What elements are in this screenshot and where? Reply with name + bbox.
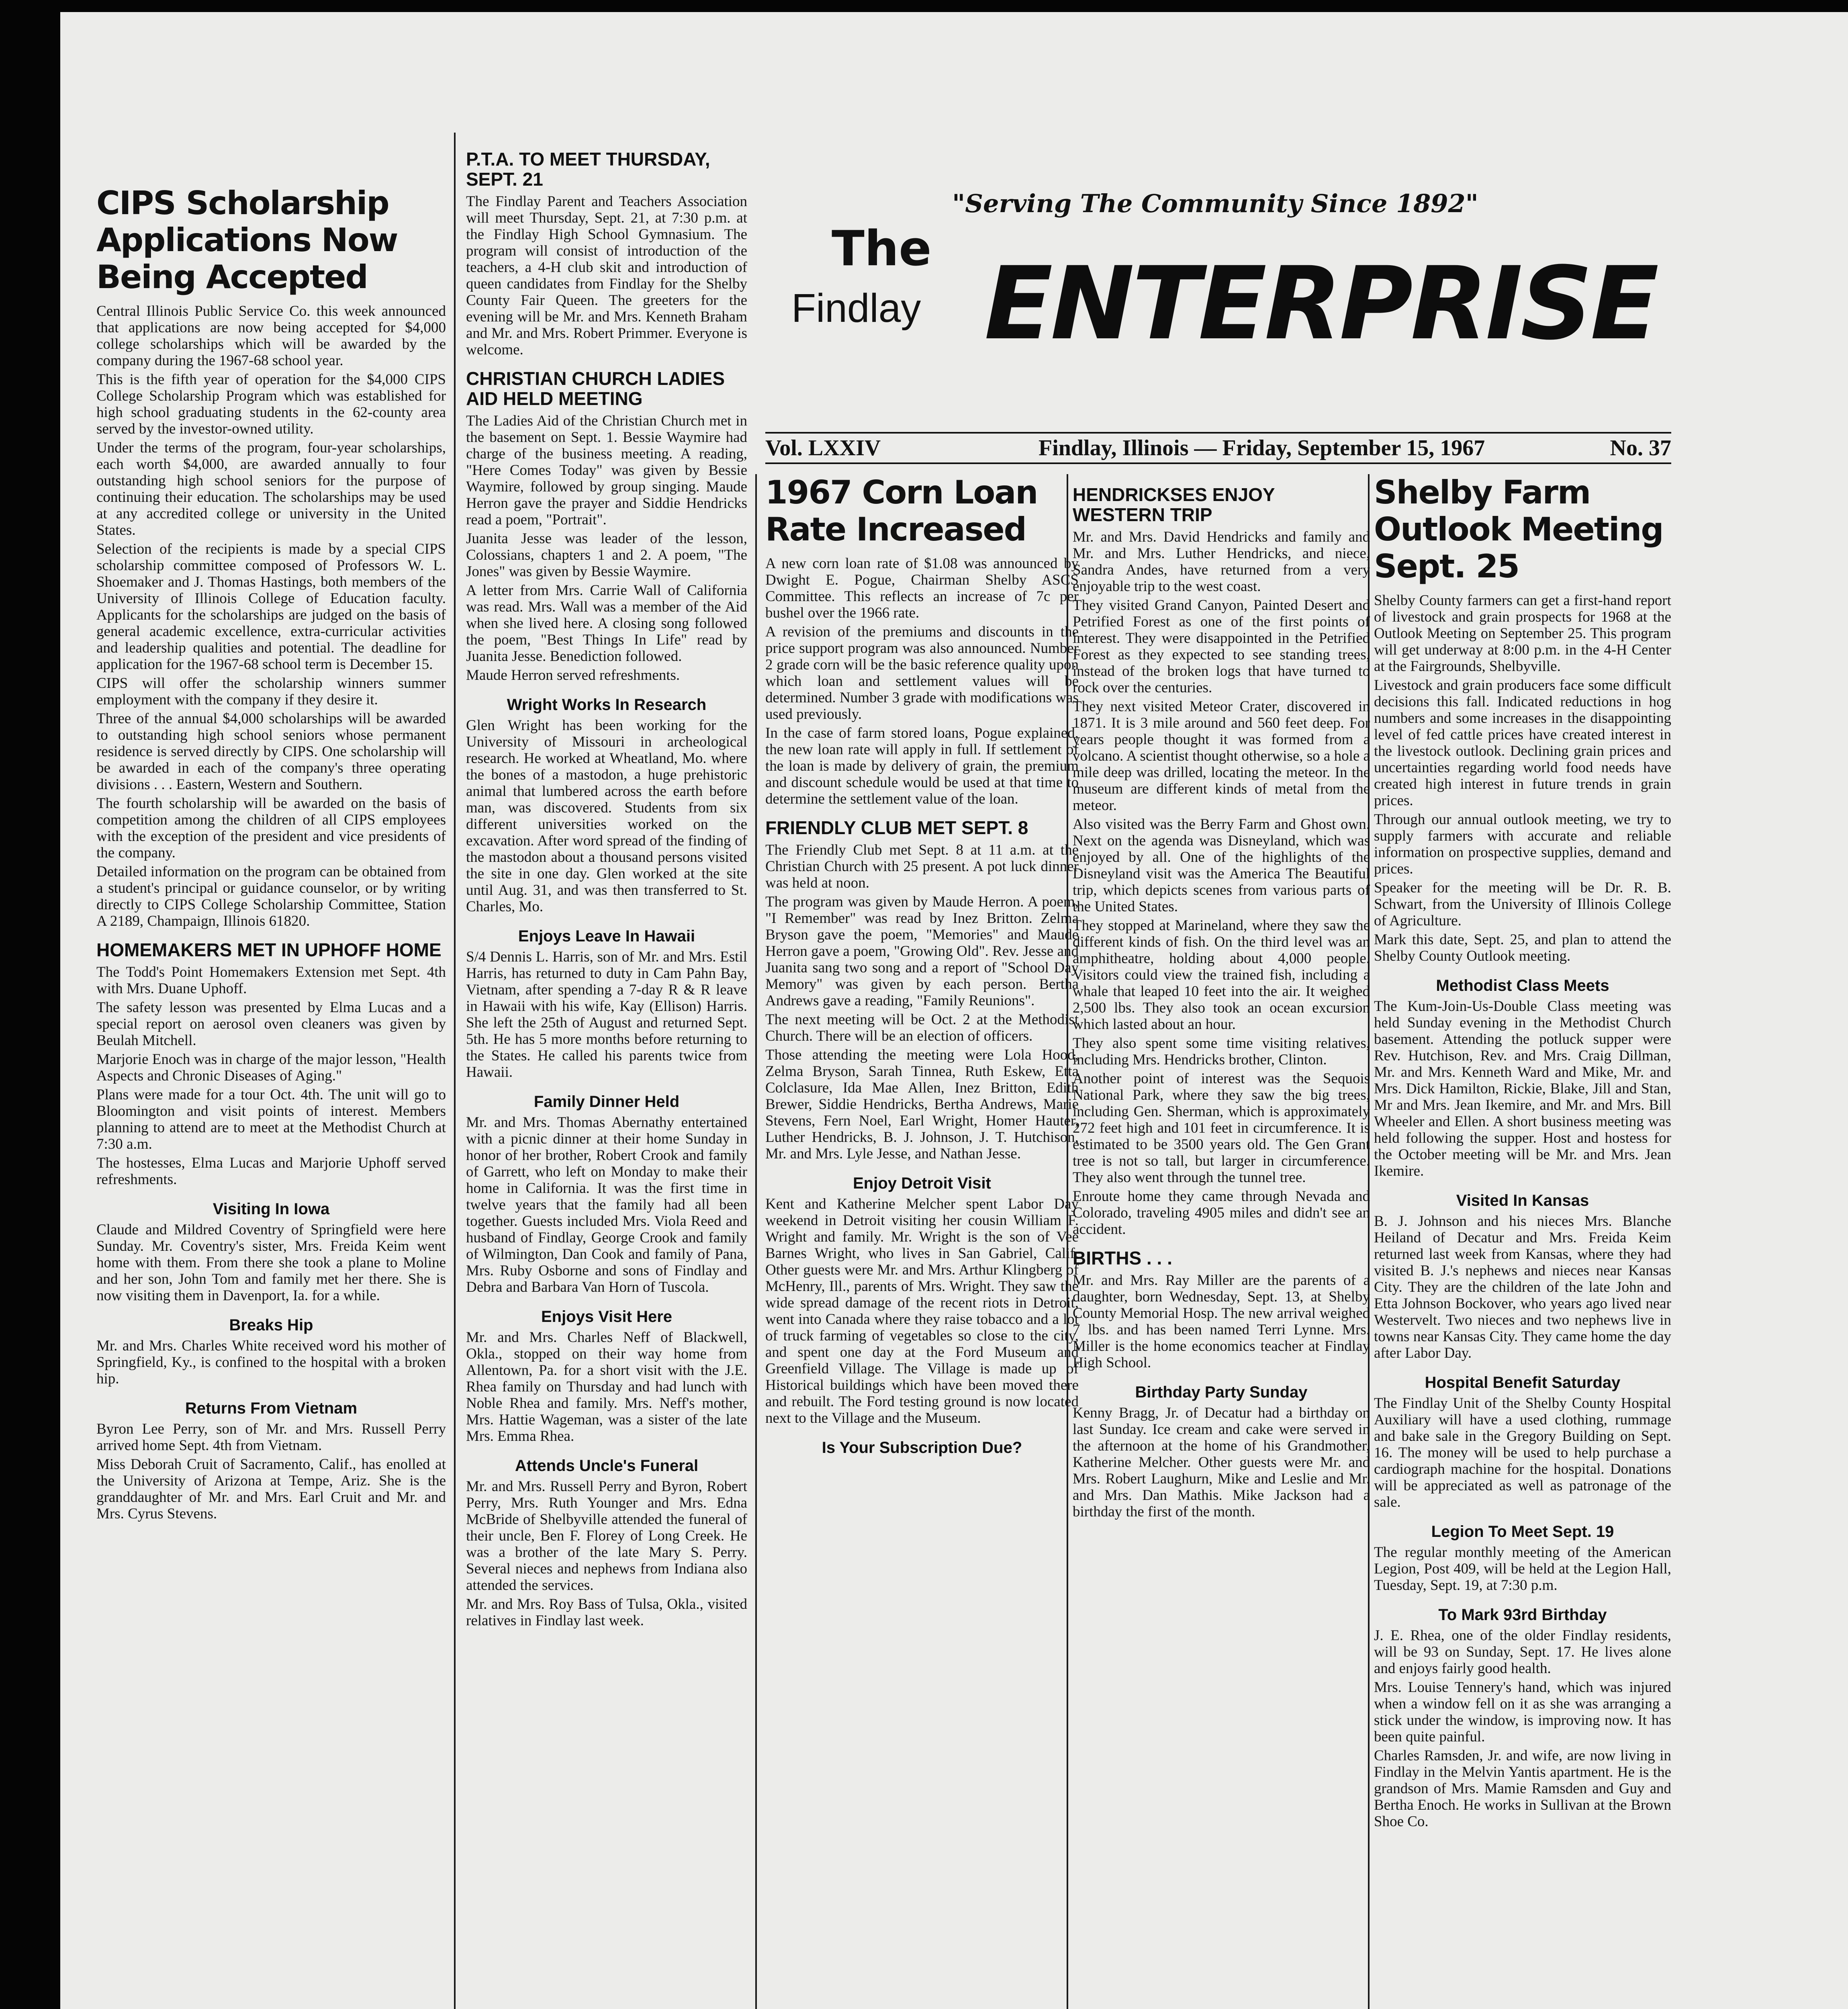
volume-number: Vol. LXXIV bbox=[765, 436, 881, 460]
paragraph: Claude and Mildred Coventry of Springfield were here Sunday. Mr. Coventry's sister, Mrs. Freida Keim went home with them. From there she took a plane to Moline and her son, John Tom and family met her there. She is now visiting them in Davenport, Ia. for a while. bbox=[96, 1221, 446, 1304]
article-family-dinner bbox=[466, 1114, 747, 1295]
paragraph: The safety lesson was presented by Elma Lucas and a special report on aerosol oven cleaners was given by Beulah Mitchell. bbox=[96, 999, 446, 1049]
article-returns-vietnam bbox=[96, 1421, 446, 1522]
column-2 bbox=[466, 139, 747, 1631]
paragraph: Mr. and Mrs. Russell Perry and Byron, Robert Perry, Mrs. Ruth Younger and Mrs. Edna McBride of Shelbyville attended the funeral of their uncle, Ben F. Florey of Long Creek. He was a brother of the late Mary S. Perry. Several nieces and nephews from Indiana also attended the services. bbox=[466, 1478, 747, 1594]
issue-date: Findlay, Illinois — Friday, September 15, 1967 bbox=[1038, 436, 1485, 460]
headline-methodist-class: Methodist Class Meets bbox=[1436, 977, 1609, 994]
paragraph: Shelby County farmers can get a first-hand report of livestock and grain prospects for 1968 at the Outlook Meeting on September 25. This program will get underway at 8:00 p.m. in the 4-H Center at the Fairgrounds, Shelbyville. bbox=[1374, 592, 1671, 675]
paragraph: A letter from Mrs. Carrie Wall of California was read. Mrs. Wall was a member of the Aid when she lived here. A closing song followed the poem, "Best Things In Life" read by Juanita Jesse. Benediction followed. bbox=[466, 582, 747, 665]
paragraph: The regular monthly meeting of the American Legion, Post 409, will be held at the Legion Hall, Tuesday, Sept. 19, at 7:30 p.m. bbox=[1374, 1544, 1671, 1594]
headline-leave-hawaii: Enjoys Leave In Hawaii bbox=[518, 927, 695, 945]
headline-visiting-iowa: Visiting In Iowa bbox=[213, 1200, 330, 1218]
paragraph: A revision of the premiums and discounts in the price support program was also announced. Number 2 grade corn will be the basic reference quality upon which loan and settlement values will be determined. Number 3 grade with modifications was used previously. bbox=[765, 624, 1079, 722]
paragraph: Juanita Jesse was leader of the lesson, Colossians, chapters 1 and 2. A poem, "The Jones" was given by Bessie Waymire. bbox=[466, 530, 747, 580]
column-5 bbox=[1374, 474, 1671, 1832]
paragraph: Byron Lee Perry, son of Mr. and Mrs. Russell Perry arrived home Sept. 4th from Vietnam. bbox=[96, 1421, 446, 1454]
article-uncle-funeral bbox=[466, 1478, 747, 1629]
headline-93rd-birthday: To Mark 93rd Birthday bbox=[1438, 1606, 1607, 1624]
headline-uncle-funeral: Attends Uncle's Funeral bbox=[515, 1457, 699, 1475]
paragraph: The Todd's Point Homemakers Extension met Sept. 4th with Mrs. Duane Uphoff. bbox=[96, 964, 446, 997]
paragraph: In the case of farm stored loans, Pogue explained, the new loan rate will apply in full. If settlement of the loan is made by delivery of grain, the premium and discount schedule would be used at that time to determine the settlement value of the loan. bbox=[765, 725, 1079, 807]
paragraph: This is the fifth year of operation for the $4,000 CIPS College Scholarship Program which was established for high school graduating students in the 62-county area served by the investor-owned utility. bbox=[96, 371, 446, 437]
column-rule bbox=[755, 474, 757, 2009]
paragraph: Those attending the meeting were Lola Hood, Zelma Bryson, Sarah Tinnea, Ruth Eskew, Etta Colclasure, Ida Mae Allen, Inez Britton, Edith Brewer, Siddie Hendricks, Bertha Andrews, Marie Stevens, Fern Noel, Earl Wright, Homer Hauter, Luther Hendricks, B. J. Johnson, J. T. Hutchison, Mr. and Mrs. Lyle Jesse, and Nathan Jesse. bbox=[765, 1047, 1079, 1162]
headline-friendly-club: FRIENDLY CLUB MET SEPT. 8 bbox=[765, 817, 1028, 838]
article-corn-loan bbox=[765, 555, 1079, 807]
headline-family-dinner: Family Dinner Held bbox=[534, 1093, 680, 1111]
paragraph: They visited Grand Canyon, Painted Desert and Petrified Forest as one of the first points of interest. They were disappointed in the Petrified Forest as they expected to see standing trees, instead of the broken logs that have turned to rock over the centuries. bbox=[1073, 597, 1370, 696]
paragraph: Another point of interest was the Sequois National Park, where they saw the big trees, including Gen. Sherman, which is approximately 272 feet high and 101 feet in circumference. It is estimated to be 3500 years old. The Gen Grant tree is not so tall, but larger in circumference. They also went through the tunnel tree. bbox=[1073, 1070, 1370, 1186]
headline-hospital-benefit: Hospital Benefit Saturday bbox=[1425, 1374, 1621, 1391]
paragraph: Mr. and Mrs. David Hendricks and family and Mr. and Mrs. Luther Hendricks, and niece, Sandra Andes, have returned from a very enjoyable trip to the west coast. bbox=[1073, 529, 1370, 595]
article-pta bbox=[466, 193, 747, 358]
headline-visited-kansas: Visited In Kansas bbox=[1456, 1192, 1589, 1209]
paragraph: CIPS will offer the scholarship winners summer employment with the company if they desire it. bbox=[96, 675, 446, 708]
paragraph: The Findlay Parent and Teachers Association will meet Thursday, Sept. 21, at 7:30 p.m. at the Findlay High School Gymnasium. The program will consist of introduction of the teachers, a 4-H club skit and introduction of queen candidates from Findlay for the Shelby County Fair Queen. The greeters for the evening will be Mr. and Mrs. Kenneth Braham and Mr. and Mrs. Robert Primmer. Everyone is welcome. bbox=[466, 193, 747, 358]
paragraph: Selection of the recipients is made by a special CIPS scholarship committee composed of Professors W. L. Shoemaker and J. Thomas Hastings, both members of the University of Illinois College of Education faculty. Applicants for the scholarships are judged on the basis of general academic excellence, extra-curricular activities and leadership qualities and potential. The deadline for application for the 1967-68 school term is December 15. bbox=[96, 541, 446, 673]
article-birthday-party bbox=[1073, 1405, 1370, 1520]
masthead-title: ENTERPRISE bbox=[984, 245, 1657, 362]
paragraph: Under the terms of the program, four-year scholarships, each worth $4,000, are awarded annually to four outstanding high school seniors for the purpose of continuing their education. The scholarships may be used at any accredited college or university in the United States. bbox=[96, 440, 446, 538]
article-births bbox=[1073, 1272, 1370, 1371]
article-visiting-iowa bbox=[96, 1221, 446, 1304]
paragraph: Mr. and Mrs. Roy Bass of Tulsa, Okla., visited relatives in Findlay last week. bbox=[466, 1596, 747, 1629]
article-hospital-benefit bbox=[1374, 1395, 1671, 1510]
paragraph: Through our annual outlook meeting, we try to supply farmers with accurate and reliable information on prospective supplies, demand and prices. bbox=[1374, 811, 1671, 877]
paragraph: Speaker for the meeting will be Dr. R. B. Schwart, from the University of Illinois College of Agriculture. bbox=[1374, 880, 1671, 929]
paragraph: The fourth scholarship will be awarded on the basis of competition among the children of all CIPS employees with the exception of the president and vice presidents of the company. bbox=[96, 795, 446, 861]
paragraph: Also visited was the Berry Farm and Ghost own. Next on the agenda was Disneyland, which was enjoyed by all. One of the highlights of the Disneyland visit was the America The Beautiful trip, which depicts scenes from various parts of the United States. bbox=[1073, 816, 1370, 915]
article-cips bbox=[96, 303, 446, 929]
paragraph: Three of the annual $4,000 scholarships will be awarded to outstanding high school seniors whose permanent residence is served directly by CIPS. One scholarship will be awarded in each of the company's three operating divisions . . . Eastern, Western and Southern. bbox=[96, 710, 446, 793]
headline-corn-loan: 1967 Corn Loan Rate Increased bbox=[765, 474, 1038, 548]
subscription-promo: Is Your Subscription Due? bbox=[822, 1439, 1022, 1457]
column-3 bbox=[765, 474, 1079, 1460]
paragraph: Mr. and Mrs. Charles Neff of Blackwell, Okla., stopped on their way home from Allentown, Pa. for a short visit with the J.E. Rhea family on Thursday and had lunch with Noble Rhea and family. Mrs. Neff's mother, Mrs. Hattie Wageman, was a sister of the late Mrs. Emma Rhea. bbox=[466, 1329, 747, 1444]
paragraph: The program was given by Maude Herron. A poem, "I Remember" was read by Inez Britton. Zelma Bryson gave the poem, "Memories" and Maude Herron gave a poem, "Growing Old". Rev. Jesse and Juanita sang two song and a report of "School Day Memory" was given by each person. Bertha Andrews gave a reading, "Family Reunions". bbox=[765, 894, 1079, 1009]
column-4 bbox=[1073, 474, 1370, 1522]
paragraph: The Ladies Aid of the Christian Church met in the basement on Sept. 1. Bessie Waymire had charge of the business meeting. A reading, "Here Comes Today" was given by Bessie Waymire, followed by group singing. Maude Herron gave the prayer and Siddie Hendricks read a poem, "Portrait". bbox=[466, 413, 747, 528]
headline-ladies-aid: CHRISTIAN CHURCH LADIES AID HELD MEETING bbox=[466, 368, 725, 409]
headline-breaks-hip: Breaks Hip bbox=[229, 1316, 313, 1334]
article-detroit-visit bbox=[765, 1196, 1079, 1426]
article-visit-here bbox=[466, 1329, 747, 1444]
article-93rd-birthday bbox=[1374, 1627, 1671, 1830]
paragraph: Mr. and Mrs. Ray Miller are the parents of a daughter, born Wednesday, Sept. 13, at Shelby County Memorial Hosp. The new arrival weighed 7 lbs. and has been named Terri Lynne. Mrs. Miller is the home economics teacher at Findlay High School. bbox=[1073, 1272, 1370, 1371]
article-visited-kansas bbox=[1374, 1213, 1671, 1361]
headline-western-trip: HENDRICKSES ENJOY WESTERN TRIP bbox=[1073, 484, 1275, 525]
paragraph: Detailed information on the program can be obtained from a student's principal or guidance counselor, or by writing directly to CIPS College Scholarship Committee, Station A 2189, Champaign, Illinois 61820. bbox=[96, 863, 446, 929]
masthead-motto: "Serving The Community Since 1892" bbox=[952, 189, 1478, 218]
paragraph: Glen Wright has been working for the University of Missouri in archeological research. He worked at Wheatland, Mo. where the bones of a mastodon, a huge prehistoric animal that lumbered across the earth before man, was discovered. Students from six different universities worked on the excavation. After word spread of the finding of the mastodon about a thousand persons visited the site in one day. Glen worked at the site until Aug. 31, and was then transferred to St. Charles, Mo. bbox=[466, 717, 747, 915]
article-friendly-club bbox=[765, 842, 1079, 1162]
paragraph: S/4 Dennis L. Harris, son of Mr. and Mrs. Estil Harris, has returned to duty in Cam Pahn Bay, Vietnam, after spending a 7-day R & R leave in Hawaii with his wife, Kay (Ellison) Harris. She left the 25th of August and returned Sept. 5th. He has 5 more months before returning to the States. He called his parents twice from Hawaii. bbox=[466, 949, 747, 1080]
paragraph: Mr. and Mrs. Thomas Abernathy entertained with a picnic dinner at their home Sunday in honor of her brother, Robert Crook and family of Garrett, who left on Monday to make their home in California. It was the first time in twelve years that the family had all been together. Guests included Mrs. Viola Reed and husband of Findlay, George Crook and family of Wilmington, Dan Cook and family of Pana, Mrs. Ruby Osborne and sons of Findlay and Debra and Barbara Van Horn of Tuscola. bbox=[466, 1114, 747, 1295]
paragraph: Kent and Katherine Melcher spent Labor Day weekend in Detroit visiting her cousin William F. Wright and family. Mr. Wright is the son of Vee Barnes Wright, who lives in San Gabriel, Calif. Other guests were Mr. and Mrs. Arthur Klingberg of McHenry, Ill., parents of Mrs. Wright. They saw the wide spread damage of the recent riots in Detroit, went into Canada where they raise tobacco and a lot of truck farming of vegetables so close to the city, and spent one day at the Ford Museum and Greenfield Village. The Village is made up of Historical buildings which have been moved there and rebuilt. The Ford testing ground is now located next to the Village and the Museum. bbox=[765, 1196, 1079, 1426]
headline-homemakers: HOMEMAKERS MET IN UPHOFF HOME bbox=[96, 939, 442, 960]
article-farm-outlook bbox=[1374, 592, 1671, 964]
paragraph: Mark this date, Sept. 25, and plan to attend the Shelby County Outlook meeting. bbox=[1374, 931, 1671, 964]
paragraph: Maude Herron served refreshments. bbox=[466, 667, 680, 683]
paragraph: The next meeting will be Oct. 2 at the Methodist Church. There will be an election of officers. bbox=[765, 1011, 1079, 1044]
paragraph: The hostesses, Elma Lucas and Marjorie Uphoff served refreshments. bbox=[96, 1155, 446, 1188]
paragraph: Central Illinois Public Service Co. this week announced that applications are now being accepted for $4,000 college scholarships which will be awarded by the company during the 1967-68 school year. bbox=[96, 303, 446, 369]
headline-returns-vietnam: Returns From Vietnam bbox=[185, 1399, 358, 1417]
column-rule bbox=[454, 133, 456, 2009]
headline-legion-meet: Legion To Meet Sept. 19 bbox=[1431, 1523, 1614, 1541]
masthead-findlay: Findlay bbox=[791, 286, 921, 331]
paragraph: They next visited Meteor Crater, discovered in 1871. It is 3 mile around and 560 feet deep. For years people thought it was formed from a volcano. A scientist thought otherwise, so a hole a mile deep was drilled, locating the meteor. In the museum are different kinds of metal from the meteor. bbox=[1073, 698, 1370, 814]
paragraph: Livestock and grain producers face some difficult decisions this fall. Indicated reductions in hog numbers and some increases in the disappointing level of fed cattle prices have created interest in the livestock outlook. Declining grain prices and uncertainties regarding world food needs have created high interest in future trends in grain prices. bbox=[1374, 677, 1671, 809]
masthead-the: The bbox=[832, 221, 932, 277]
headline-farm-outlook: Shelby Farm Outlook Meeting Sept. 25 bbox=[1374, 474, 1663, 585]
headline-cips: CIPS Scholarship Applications Now Being Accepted bbox=[96, 184, 398, 296]
headline-births: BIRTHS . . . bbox=[1073, 1248, 1172, 1268]
article-legion-meet bbox=[1374, 1544, 1671, 1594]
issue-number: No. 37 bbox=[1610, 436, 1671, 460]
headline-pta: P.T.A. TO MEET THURSDAY, SEPT. 21 bbox=[466, 149, 710, 190]
paragraph: They stopped at Marineland, where they saw the different kinds of fish. On the third level was an amphitheatre, holding about 4,000 people. Visitors could view the trained fish, including a whale that leaped 10 feet into the air. It weighed 2,500 lbs. They also took an ocean excursion which lasted about an hour. bbox=[1073, 917, 1370, 1033]
headline-visit-here: Enjoys Visit Here bbox=[541, 1308, 673, 1326]
paragraph: They also spent some time visiting relatives, including Mrs. Hendricks brother, Clinton. bbox=[1073, 1035, 1370, 1068]
headline-detroit-visit: Enjoy Detroit Visit bbox=[853, 1174, 991, 1192]
paragraph: The Findlay Unit of the Shelby County Hospital Auxiliary will have a used clothing, rummage and bake sale in the Gregory Building on Sept. 16. The money will be used to help purchase a cardiograph machine for the hospital. Donations will be appreciated as well as patronage of the sale. bbox=[1374, 1395, 1671, 1510]
article-methodist-class bbox=[1374, 998, 1671, 1179]
paragraph: Charles Ramsden, Jr. and wife, are now living in Findlay in the Melvin Yantis apartment. He is the grandson of Mrs. Mamie Ramsden and Guy and Bertha Enoch. He works in Sullivan at the Brown Shoe Co. bbox=[1374, 1747, 1671, 1830]
paragraph: Mr. and Mrs. Charles White received word his mother of Springfield, Ky., is confined to the hospital with a broken hip. bbox=[96, 1338, 446, 1387]
masthead bbox=[783, 173, 1687, 430]
article-western-trip bbox=[1073, 529, 1370, 1238]
paragraph: J. E. Rhea, one of the older Findlay residents, will be 93 on Sunday, Sept. 17. He lives alone and enjoys fairly good health. bbox=[1374, 1627, 1671, 1677]
article-breaks-hip bbox=[96, 1338, 446, 1387]
paragraph: B. J. Johnson and his nieces Mrs. Blanche Heiland of Decatur and Mrs. Freida Keim returned last week from Kansas, where they had visited B. J.'s nephews and nieces near Kansas City. They are the children of the late John and Etta Johnson Bockover, who years ago lived near Westervelt. Two nieces and two nephews live in towns near Kansas City. They came home the day after Labor Day. bbox=[1374, 1213, 1671, 1361]
paragraph: The Kum-Join-Us-Double Class meeting was held Sunday evening in the Methodist Church basement. Attending the potluck supper were Rev. Hutchison, Rev. and Mrs. Craig Dillman, Mr. and Mrs. Kenneth Ward and Mike, Mr. and Mrs. Dick Hamilton, Rickie, Blake, Jill and Stan, Mr and Mrs. Jean Ikemire, and Mr. and Mrs. Bill Wheeler and Ellen. A short business meeting was held following the supper. Host and hostess for the October meeting will be Mr. and Mrs. Jean Ikemire. bbox=[1374, 998, 1671, 1179]
paragraph: The Friendly Club met Sept. 8 at 11 a.m. at the Christian Church with 25 present. A pot luck dinner was held at noon. bbox=[765, 842, 1079, 891]
article-homemakers bbox=[96, 964, 446, 1188]
paragraph: Mrs. Louise Tennery's hand, which was injured when a window fell on it as she was arranging a stick under the window, is improving now. It has been quite painful. bbox=[1374, 1679, 1671, 1745]
headline-wright-research: Wright Works In Research bbox=[507, 696, 707, 714]
paragraph: Enroute home they came through Nevada and Colorado, traveling 4905 miles and didn't see an accident. bbox=[1073, 1188, 1370, 1238]
paragraph: Kenny Bragg, Jr. of Decatur had a birthday on last Sunday. Ice cream and cake were served in the afternoon at the home of his Grandmother, Katherine Melcher. Other guests were Mr. and Mrs. Robert Laughurn, Mike and Leslie and Mr. and Mrs. Dan Mathis. Mike Jackson had a birthday the first of the month. bbox=[1073, 1405, 1370, 1520]
article-ladies-aid bbox=[466, 413, 747, 683]
article-leave-hawaii bbox=[466, 949, 747, 1080]
article-wright-research bbox=[466, 717, 747, 915]
headline-birthday-party: Birthday Party Sunday bbox=[1135, 1383, 1308, 1401]
paragraph: Miss Deborah Cruit of Sacramento, Calif., has enolled at the University of Arizona at Tempe, Ariz. She is the granddaughter of Mr. and Mrs. Earl Cruit and Mr. and Mrs. Cyrus Stevens. bbox=[96, 1456, 446, 1522]
column-1 bbox=[96, 185, 446, 1524]
dateline-bar bbox=[765, 432, 1671, 464]
paragraph: A new corn loan rate of $1.08 was announced by Dwight E. Pogue, Chairman Shelby ASCS Committee. This reflects an increase of 7c per bushel over the 1966 rate. bbox=[765, 555, 1079, 621]
paragraph: Plans were made for a tour Oct. 4th. The unit will go to Bloomington and visit points of interest. Members planning to attend are to meet at the Methodist Church at 7:30 a.m. bbox=[96, 1086, 446, 1152]
paragraph: Marjorie Enoch was in charge of the major lesson, "Health Aspects and Chronic Diseases of Aging." bbox=[96, 1051, 446, 1084]
